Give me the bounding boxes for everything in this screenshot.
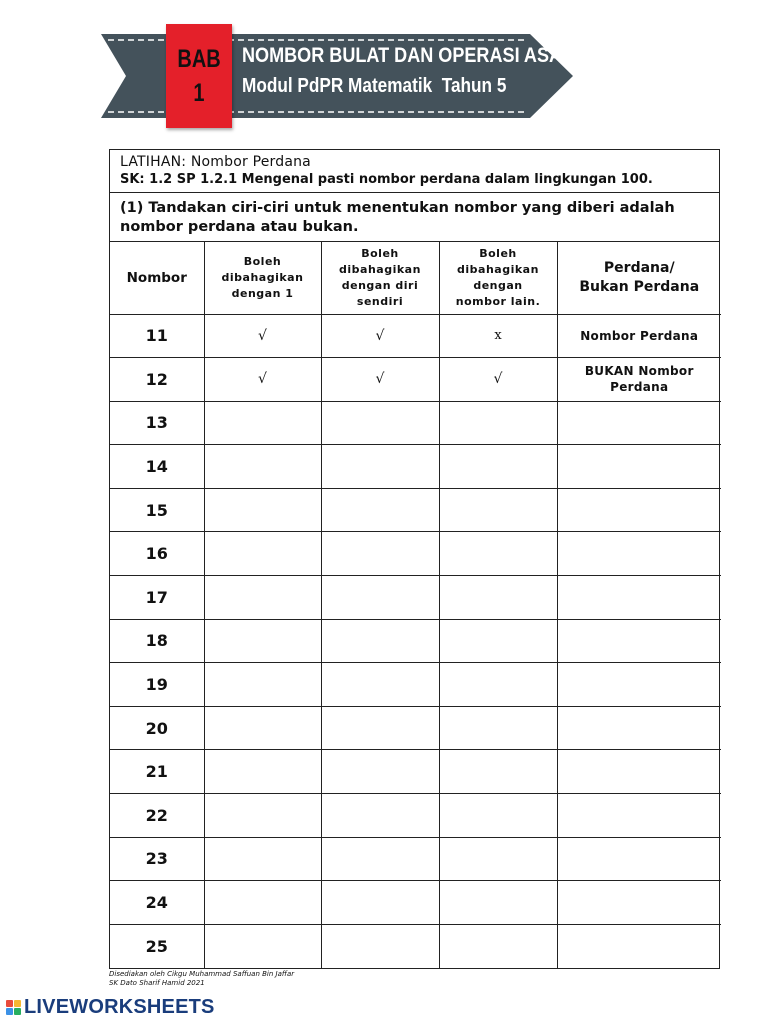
- number-cell: 20: [110, 706, 204, 750]
- divisible-by-self-cell[interactable]: [321, 488, 439, 532]
- divisible-by-self-cell[interactable]: [321, 794, 439, 838]
- credit-line-2: SK Dato Sharif Hamid 2021: [109, 979, 205, 987]
- exercise-title: LATIHAN: Nombor Perdana: [120, 154, 311, 170]
- table-row: [110, 532, 721, 576]
- chapter-badge-word: BAB: [177, 45, 221, 73]
- standard-line: SK: 1.2 SP 1.2.1 Mengenal pasti nombor perdana dalam lingkungan 100.: [120, 172, 653, 187]
- header-line: dengan 1: [231, 286, 294, 300]
- prime-status-cell[interactable]: [557, 619, 721, 663]
- divisible-by-others-cell[interactable]: [439, 488, 557, 532]
- number-cell: 16: [110, 532, 204, 576]
- prime-status-text: Perdana: [610, 380, 669, 395]
- divisible-by-self-cell[interactable]: [321, 881, 439, 925]
- divisible-by-others-cell[interactable]: [439, 532, 557, 576]
- header-line: dibahagikan: [339, 262, 421, 276]
- divisible-by-others-cell[interactable]: [439, 706, 557, 750]
- divisible-by-self-cell[interactable]: [321, 401, 439, 445]
- header-prime-status: [557, 242, 721, 314]
- logo-square: [14, 1000, 21, 1007]
- number-cell: 19: [110, 663, 204, 707]
- liveworksheets-brand[interactable]: [6, 996, 215, 1019]
- table-row: [110, 750, 721, 794]
- divisible-by-1-cell[interactable]: [204, 794, 321, 838]
- author-credit: [109, 970, 294, 988]
- chapter-badge: [166, 24, 232, 128]
- table-row: [110, 837, 721, 881]
- divisible-by-others-cell[interactable]: [439, 401, 557, 445]
- divisible-by-self-cell[interactable]: [321, 924, 439, 968]
- divisible-by-others-cell[interactable]: [439, 924, 557, 968]
- divisible-by-1-cell[interactable]: [204, 706, 321, 750]
- divisible-by-1-cell[interactable]: [204, 924, 321, 968]
- exercise-heading: [110, 150, 719, 193]
- table-row: [110, 924, 721, 968]
- divisible-by-others-cell[interactable]: [439, 663, 557, 707]
- liveworksheets-logo-icon: [6, 1000, 21, 1015]
- divisible-by-self-cell[interactable]: [321, 750, 439, 794]
- number-cell: 24: [110, 881, 204, 925]
- header-line: Perdana/: [603, 259, 675, 276]
- number-cell: 14: [110, 445, 204, 489]
- divisible-by-1-cell: √: [204, 314, 321, 358]
- divisible-by-1-cell[interactable]: [204, 663, 321, 707]
- prime-status-cell[interactable]: [557, 837, 721, 881]
- divisible-by-self-cell[interactable]: [321, 663, 439, 707]
- divisible-by-others-cell[interactable]: [439, 750, 557, 794]
- header-line: dibahagikan: [457, 262, 539, 276]
- number-cell: 25: [110, 924, 204, 968]
- prime-status-cell[interactable]: [557, 445, 721, 489]
- divisible-by-self-cell[interactable]: [321, 576, 439, 620]
- prime-status-cell: [557, 314, 721, 358]
- answer-grid: [110, 242, 721, 968]
- prime-status-cell[interactable]: [557, 532, 721, 576]
- header-divisible-by-self: [321, 242, 439, 314]
- table-row: [110, 706, 721, 750]
- divisible-by-self-cell[interactable]: [321, 706, 439, 750]
- divisible-by-1-cell[interactable]: [204, 532, 321, 576]
- divisible-by-1-cell[interactable]: [204, 576, 321, 620]
- table-row: [110, 663, 721, 707]
- divisible-by-self-cell[interactable]: [321, 837, 439, 881]
- header-line: dibahagikan: [221, 270, 304, 284]
- instruction-line-2: nombor perdana atau bukan.: [120, 219, 359, 235]
- header-line: Boleh: [243, 254, 282, 268]
- brand-name: LIVEWORKSHEETS: [24, 996, 215, 1018]
- divisible-by-others-cell[interactable]: [439, 445, 557, 489]
- number-cell: 23: [110, 837, 204, 881]
- table-row: [110, 576, 721, 620]
- module-subtitle: Modul PdPR Matematik Tahun 5: [242, 75, 507, 97]
- ribbon-shape: [0, 0, 768, 140]
- divisible-by-others-cell[interactable]: [439, 619, 557, 663]
- divisible-by-1-cell[interactable]: [204, 619, 321, 663]
- prime-status-cell[interactable]: [557, 401, 721, 445]
- divisible-by-self-cell[interactable]: [321, 532, 439, 576]
- divisible-by-others-cell: √: [439, 358, 557, 402]
- header-line: dengan: [473, 278, 523, 292]
- prime-status-cell: [557, 358, 721, 402]
- logo-square: [6, 1000, 13, 1007]
- header-line: Bukan Perdana: [579, 278, 700, 295]
- chapter-badge-number: 1: [193, 79, 205, 107]
- number-cell: 17: [110, 576, 204, 620]
- prime-status-cell[interactable]: [557, 663, 721, 707]
- table-row: [110, 619, 721, 663]
- table-row: [110, 488, 721, 532]
- prime-status-cell[interactable]: [557, 706, 721, 750]
- divisible-by-others-cell[interactable]: [439, 794, 557, 838]
- header-nombor: Nombor: [110, 242, 204, 314]
- divisible-by-1-cell[interactable]: [204, 445, 321, 489]
- table-row: [110, 881, 721, 925]
- logo-square: [14, 1008, 21, 1015]
- instruction-line-1: (1) Tandakan ciri-ciri untuk menentukan nombor yang diberi adalah: [120, 200, 675, 216]
- prime-status-cell[interactable]: [557, 488, 721, 532]
- prime-status-cell[interactable]: [557, 750, 721, 794]
- number-cell: 18: [110, 619, 204, 663]
- divisible-by-1-cell: √: [204, 358, 321, 402]
- header-line: Boleh: [361, 246, 399, 260]
- divisible-by-self-cell[interactable]: [321, 619, 439, 663]
- table-row: [110, 314, 721, 358]
- chapter-title: NOMBOR BULAT DAN OPERASI ASAS: [242, 44, 575, 67]
- prime-status-cell[interactable]: [557, 794, 721, 838]
- header-divisible-by-1: [204, 242, 321, 314]
- divisible-by-1-cell[interactable]: [204, 837, 321, 881]
- divisible-by-1-cell[interactable]: [204, 488, 321, 532]
- divisible-by-self-cell[interactable]: [321, 445, 439, 489]
- divisible-by-self-cell: √: [321, 358, 439, 402]
- number-cell: 12: [110, 358, 204, 402]
- divisible-by-1-cell[interactable]: [204, 401, 321, 445]
- table-row: [110, 794, 721, 838]
- credit-line-1: Disediakan oleh Cikgu Muhammad Saffuan Bin Jaffar: [109, 970, 295, 978]
- prime-status-cell[interactable]: [557, 576, 721, 620]
- number-cell: 11: [110, 314, 204, 358]
- header-line: nombor lain.: [455, 294, 541, 308]
- number-cell: 15: [110, 488, 204, 532]
- table-row: [110, 358, 721, 402]
- prime-status-text: Nombor Perdana: [580, 328, 699, 343]
- header-line: Boleh: [479, 246, 517, 260]
- table-row: [110, 401, 721, 445]
- worksheet-table: [109, 149, 720, 969]
- divisible-by-self-cell: √: [321, 314, 439, 358]
- prime-status-cell[interactable]: [557, 924, 721, 968]
- answer-rows: [110, 314, 721, 968]
- instruction: [110, 193, 719, 242]
- header-divisible-by-others: [439, 242, 557, 314]
- table-row: [110, 445, 721, 489]
- divisible-by-others-cell[interactable]: [439, 576, 557, 620]
- chapter-banner: [0, 0, 768, 140]
- divisible-by-1-cell[interactable]: [204, 881, 321, 925]
- divisible-by-others-cell: x: [439, 314, 557, 358]
- header-row: [110, 242, 721, 314]
- number-cell: 22: [110, 794, 204, 838]
- header-line: sendiri: [356, 294, 404, 308]
- logo-square: [6, 1008, 13, 1015]
- header-line: dengan diri: [341, 278, 419, 292]
- number-cell: 13: [110, 401, 204, 445]
- prime-status-cell[interactable]: [557, 881, 721, 925]
- divisible-by-1-cell[interactable]: [204, 750, 321, 794]
- prime-status-text: BUKAN Nombor: [584, 364, 694, 379]
- divisible-by-others-cell[interactable]: [439, 837, 557, 881]
- number-cell: 21: [110, 750, 204, 794]
- divisible-by-others-cell[interactable]: [439, 881, 557, 925]
